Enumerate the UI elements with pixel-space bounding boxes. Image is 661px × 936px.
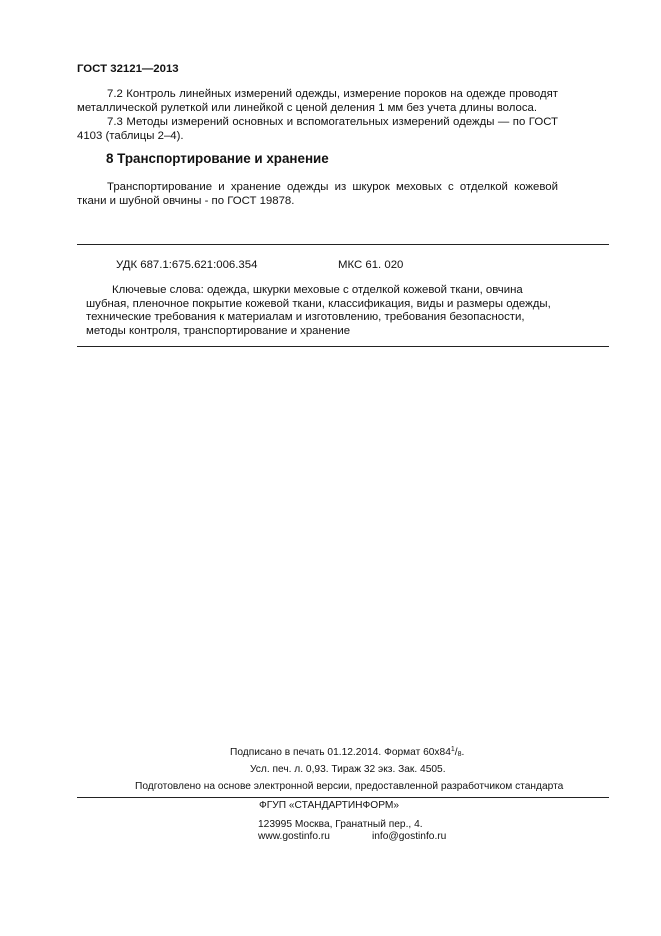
publisher-name: ФГУП «СТАНДАРТИНФОРМ»: [259, 800, 400, 811]
section-8-paragraph: [77, 180, 558, 208]
paragraph-7-2-text: 7.2 Контроль линейных измерений одежды, измерение пороков на одежде проводят металлической рулеткой или линейкой с ценой деления 1 мм без учета длины волоса.: [77, 88, 558, 114]
classification-top-rule: [77, 244, 609, 245]
mks-code: МКС 61. 020: [338, 259, 404, 271]
imprint-prepared: Подготовлено на основе электронной версии, предоставленной разработчиком стандарта: [135, 781, 564, 792]
imprint-signed-line: [230, 743, 464, 761]
section-8-text: Транспортирование и хранение одежды из шкурок меховых с отделкой кожевой ткани и шубной овчины - по ГОСТ 19878.: [77, 181, 558, 207]
paragraph-7-3-text: 7.3 Методы измерений основных и вспомогательных измерений одежды — по ГОСТ 4103 (таблицы 2–4).: [77, 116, 558, 142]
standard-header: ГОСТ 32121—2013: [77, 63, 179, 75]
paragraph-7-2: [77, 87, 558, 115]
section-8-title: 8 Транспортирование и хранение: [106, 151, 329, 166]
imprint-rule: [77, 797, 609, 798]
format-numerator: 1: [450, 746, 455, 753]
classification-bottom-rule: [77, 346, 609, 347]
imprint-signed-text: Подписано в печать 01.12.2014. Формат 60х84: [230, 747, 451, 758]
publisher-website: www.gostinfo.ru: [258, 831, 330, 842]
publisher-address: 123995 Москва, Гранатный пер., 4.: [258, 819, 423, 830]
paragraph-7-3: [77, 115, 558, 143]
keywords-text: Ключевые слова: одежда, шкурки меховые с отделкой кожевой ткани, овчина шубная, пленочное покрытие кожевой ткани, классификация, виды и размеры одежды, технические требования к материалам и изготовлению, требования безопасности, методы контроля, транспортирование и хранение: [86, 284, 551, 337]
imprint-sheets: Усл. печ. л. 0,93. Тираж 32 экз. Зак. 4505.: [250, 764, 446, 775]
format-denominator: 8: [457, 751, 462, 758]
keywords-block: [86, 284, 566, 338]
format-suffix: .: [461, 747, 465, 758]
publisher-email: info@gostinfo.ru: [372, 831, 447, 842]
udk-code: УДК 687.1:675.621:006.354: [116, 259, 258, 271]
format-slash: /: [454, 747, 458, 758]
